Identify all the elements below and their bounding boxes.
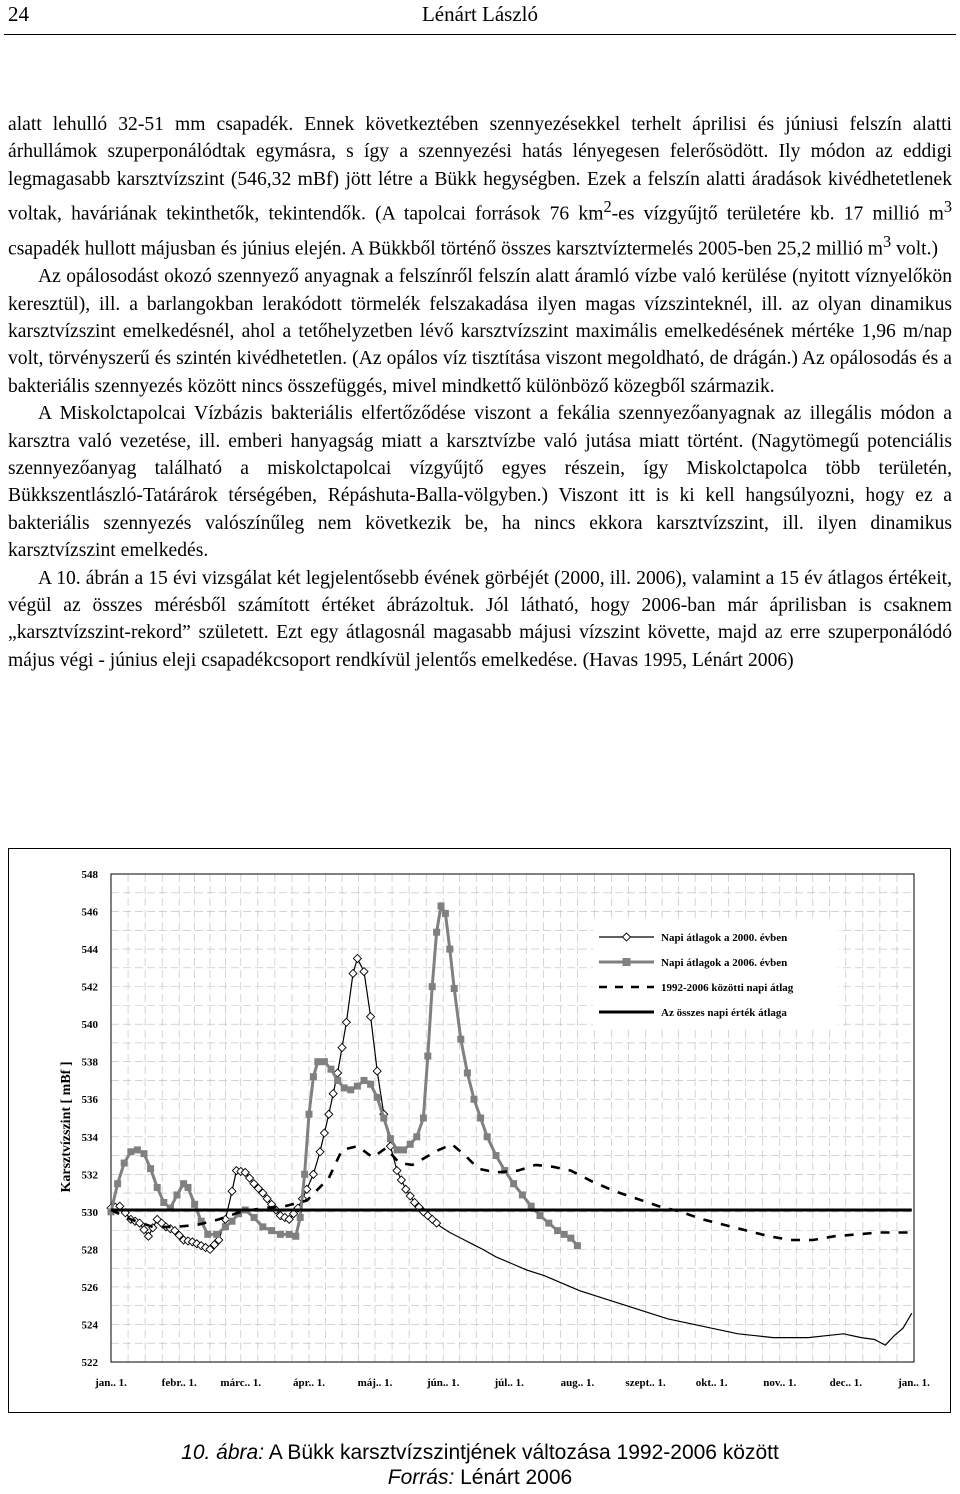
y-tick-label: 536	[81, 1094, 98, 1107]
data-point-2000	[402, 1185, 410, 1193]
legend-label: Napi átlagok a 2006. évben	[661, 957, 788, 969]
data-point-2006	[268, 1227, 275, 1234]
data-point-2006	[297, 1214, 304, 1221]
header-rule	[4, 34, 956, 35]
x-tick-label: jan.. 1.	[95, 1377, 127, 1389]
data-point-2000	[320, 1129, 328, 1137]
figure-source	[0, 1466, 960, 1490]
source-text: Lénárt 2006	[454, 1466, 573, 1489]
data-point-2000	[353, 954, 361, 962]
data-point-2000	[309, 1170, 317, 1178]
x-tick-label: márc.. 1.	[220, 1377, 262, 1389]
data-point-2006	[567, 1235, 574, 1242]
body-paragraph: Az opálosodást okozó szennyező anyagnak a felszínről felszín alatt áramló vízbe való kerülése (nyitott víznyelőkön keresztül), ill. a barlangokban lerakódott törmelék felszakadása ilyen magas vízszinteknél, ill. az olyan dinamikus karsztvízszint emelkedésnél, ahol a tetőhelyzetben lévő karsztvízszint maximális emelkedésének mértéke 1,96 m/nap volt, törvényszerű és szintén kivédhetetlen. (Az opálos víz tisztítása viszont megoldható, de drágán.) Az opálosodás és a bakteriális szennyezés között nincs összefüggés, mivel mindkettő különböző közegből származik.	[8, 266, 952, 397]
data-point-2006	[484, 1133, 491, 1140]
data-point-2006	[446, 946, 453, 953]
data-point-2006	[394, 1146, 401, 1153]
x-tick-label: aug.. 1.	[560, 1377, 595, 1389]
data-point-2000	[338, 1044, 346, 1052]
data-point-2006	[191, 1201, 198, 1208]
data-point-2006	[213, 1231, 220, 1238]
legend-label: 1992-2006 közötti napi átlag	[661, 982, 794, 994]
data-point-2006	[310, 1073, 317, 1080]
data-point-2006	[420, 1115, 427, 1122]
data-point-2000	[360, 968, 368, 976]
page-number: 24	[8, 2, 29, 26]
data-point-2006	[121, 1160, 128, 1167]
chart-legend	[593, 922, 838, 1026]
data-point-2006	[141, 1150, 148, 1157]
data-point-2006	[341, 1084, 348, 1091]
data-point-2006	[147, 1165, 154, 1172]
data-point-2006	[361, 1077, 368, 1084]
data-point-2006	[292, 1233, 299, 1240]
y-tick-label: 540	[81, 1019, 98, 1032]
data-point-2006	[174, 1191, 181, 1198]
data-point-2006	[451, 985, 458, 992]
data-point-2006	[537, 1212, 544, 1219]
data-point-2006	[160, 1199, 167, 1206]
data-point-2006	[407, 1141, 414, 1148]
data-point-2006	[334, 1077, 341, 1084]
data-point-2000	[316, 1148, 324, 1156]
x-tick-label: szept.. 1.	[625, 1377, 666, 1389]
data-point-2006	[367, 1081, 374, 1088]
karst-water-level-chart	[9, 849, 950, 1412]
x-tick-label: ápr.. 1.	[293, 1377, 325, 1389]
data-point-2006	[457, 1036, 464, 1043]
data-point-2006	[374, 1094, 381, 1101]
body-paragraph: A 10. ábrán a 15 évi vizsgálat két legjelentősebb évének görbéjét (2000, ill. 2006), valamint a 15 év átlagos értékeit, végül az összes mérésből számított értéket ábrázoltuk. Jól látható, hogy 2006-ban már áprilisban is csaknem „karsztvízszint-rekord” született. Ezt egy átlagosnál magasabb májusi vízszint követte, majd az erre szuperponálódó május végi - június eleji csapadékcsoport rendkívül jelentős emelkedése. (Havas 1995, Lénárt 2006)	[8, 567, 952, 671]
data-point-2000	[349, 969, 357, 977]
data-point-2006	[185, 1184, 192, 1191]
y-tick-label: 534	[81, 1131, 98, 1144]
data-point-2006	[433, 929, 440, 936]
data-point-2006	[561, 1231, 568, 1238]
data-point-2000	[329, 1090, 337, 1098]
data-point-2006	[314, 1058, 321, 1065]
data-point-2006	[286, 1231, 293, 1238]
body-text	[8, 111, 952, 674]
data-point-2006	[442, 910, 449, 917]
legend-marker-2006	[623, 958, 631, 966]
data-point-2006	[493, 1152, 500, 1159]
x-tick-label: dec.. 1.	[829, 1377, 862, 1389]
body-paragraph: A Miskolctapolcai Vízbázis bakteriális elfertőződése viszont a fekália szennyezőanyagnak az illegális módon a karsztra való vezetése, ill. emberi hanyagság miatt a karsztvízbe való jutása miatt történt. (Nagytömegű potenciális szennyezőanyag található a miskolctapolcai vízgyűjtő egyes részein, így Miskolctapolca több területén, Bükkszentlászló-Tatárárok térségében, Répáshuta-Balla-völgyben.) Viszont itt is ki kell hangsúlyozni, hogy ez a bakteriális szennyezés valószínűleg nem következik be, ha nincs ekkora karsztvízszint, ill. ilyen dinamikus karsztvízszint emelkedés.	[8, 403, 952, 562]
data-point-2006	[347, 1086, 354, 1093]
data-point-2000	[373, 1067, 381, 1075]
data-point-2006	[204, 1231, 211, 1238]
x-tick-label: júl.. 1.	[494, 1377, 524, 1389]
data-point-2006	[413, 1133, 420, 1140]
data-point-2006	[277, 1231, 284, 1238]
data-point-2006	[477, 1115, 484, 1122]
data-point-2006	[574, 1242, 581, 1249]
x-tick-labels	[94, 1377, 930, 1389]
data-point-2000	[144, 1232, 152, 1240]
x-tick-label: jún.. 1.	[426, 1377, 460, 1389]
legend-label: Napi átlagok a 2000. évben	[661, 932, 788, 944]
y-tick-label: 538	[81, 1056, 98, 1069]
data-point-2006	[354, 1083, 361, 1090]
data-point-2006	[424, 1053, 431, 1060]
x-tick-label: febr.. 1.	[161, 1377, 197, 1389]
legend-label: Az összes napi érték átlaga	[661, 1007, 787, 1019]
y-tick-labels	[82, 869, 99, 1369]
series-line-2006	[111, 906, 577, 1246]
data-point-2006	[400, 1146, 407, 1153]
y-tick-label: 542	[81, 981, 98, 994]
source-label: Forrás:	[387, 1466, 455, 1489]
data-point-2006	[306, 1111, 313, 1118]
data-point-2006	[321, 1058, 328, 1065]
data-point-2006	[251, 1214, 258, 1221]
data-point-2006	[301, 1171, 308, 1178]
data-point-2000	[367, 1013, 375, 1021]
data-point-2006	[134, 1146, 141, 1153]
y-tick-label: 530	[81, 1206, 98, 1219]
data-point-2006	[127, 1148, 134, 1155]
data-point-2006	[554, 1227, 561, 1234]
body-paragraph: alatt lehulló 32-51 mm csapadék. Ennek következtében szennyezésekkel terhelt áprilisi és júniusi felszín alatti árhullámok szuperponálódtak egymásra, s így a szennyezési hatás lényegesen felerősödött. Ily módon az eddigi legmagasabb karsztvízszint (546,32 mBf) jött létre a Bükk hegységben. Ezek a felszín alatti áradások kivédhetetlenek voltak, haváriának tekinthetők, tekintendők. (A tapolcai források 76 $km^2-es$ vízgyűjtő területére kb. 17 millió $m^3$ csapadék hullott májusban és június elején. A Bükkből történő összes karsztvíztermelés 2005-ben 25,2 millió $m^3$ volt.)	[8, 114, 952, 260]
data-point-2000	[228, 1187, 236, 1195]
y-tick-label: 546	[81, 906, 98, 919]
data-point-2000	[140, 1226, 148, 1234]
data-point-2000	[397, 1176, 405, 1184]
y-tick-label: 524	[81, 1319, 98, 1332]
data-point-2000	[393, 1167, 401, 1175]
figure-title: A Bükk karsztvízszintjének változása 1992-2006 között	[264, 1441, 779, 1464]
data-point-2006	[380, 1115, 387, 1122]
x-tick-label: okt.. 1.	[695, 1377, 728, 1389]
y-tick-label: 528	[81, 1244, 98, 1257]
y-tick-label: 526	[81, 1281, 98, 1294]
data-point-2006	[154, 1184, 161, 1191]
data-point-2006	[114, 1180, 121, 1187]
data-point-2006	[387, 1135, 394, 1142]
figure-label: 10. ábra:	[181, 1441, 265, 1464]
data-point-2006	[222, 1223, 229, 1230]
x-tick-label: jan.. 1.	[898, 1377, 930, 1389]
data-point-2006	[438, 902, 445, 909]
running-header-author: Lénárt László	[421, 2, 539, 26]
y-tick-label: 548	[81, 869, 98, 881]
chart-frame	[8, 848, 951, 1413]
data-point-2000	[325, 1110, 333, 1118]
data-point-2006	[471, 1096, 478, 1103]
x-tick-label: nov.. 1.	[763, 1377, 797, 1389]
y-tick-label: 522	[81, 1357, 98, 1369]
data-point-2006	[519, 1191, 526, 1198]
data-point-2006	[328, 1066, 335, 1073]
data-point-2006	[429, 983, 436, 990]
y-tick-label: 532	[81, 1169, 98, 1182]
data-point-2006	[464, 1069, 471, 1076]
data-point-2006	[545, 1220, 552, 1227]
y-axis-label: Karsztvízszint [ mBf ]	[59, 1061, 74, 1193]
data-point-2006	[259, 1223, 266, 1230]
data-point-2006	[229, 1218, 236, 1225]
figure-caption	[0, 1441, 960, 1465]
x-tick-label: máj.. 1.	[357, 1377, 393, 1389]
data-point-2006	[510, 1180, 517, 1187]
data-point-2000	[342, 1018, 350, 1026]
y-tick-label: 544	[81, 944, 98, 957]
